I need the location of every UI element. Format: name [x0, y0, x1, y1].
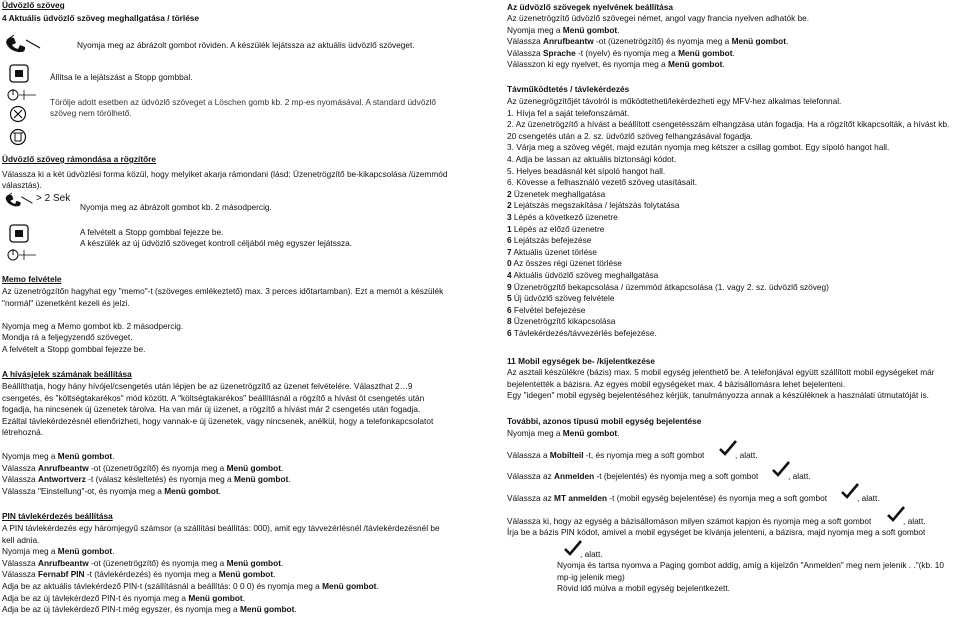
- remote-key-line: 9 Üzenetrögzítő bekapcsolása / üzemmód átkapcsolása (1. vagy 2. sz. üdvözlő szöveg): [507, 281, 829, 292]
- step-line: Nyomja meg a Menü gombot.: [2, 546, 115, 557]
- stop-button-icon: [8, 224, 34, 244]
- remote-text-line: 3. Várja meg a szöveg végét, majd ezután nyomja meg kétszer a csillag gombot. Egy sípoló hangot hall.: [507, 142, 890, 153]
- step-line: Válassza Anrufbeantw -ot (üzenetrögzítő) és nyomja meg a Menü gombot.: [2, 462, 284, 473]
- timer-label: > 2 Sek: [36, 193, 71, 204]
- stop-button-icon: [8, 64, 34, 84]
- remote-key-line: 8 Üzenetrögzítő kikapcsolása: [507, 316, 616, 327]
- remote-key-line: 0 Az összes régi üzenet törlése: [507, 258, 622, 269]
- phone-handset-icon: [4, 192, 34, 208]
- softkey-position-text: , alatt.: [580, 549, 603, 559]
- remote-text-block: [507, 96, 957, 339]
- remote-text-line: Az üzenegrögzítőjét távolról is működtetheti/lekérdezheti egy MFV-hez alkalmas telefonnal.: [507, 96, 842, 106]
- remote-key-line: 7 Aktuális üzenet törlése: [507, 246, 597, 257]
- step-enter-pin: Írja be a bázis PIN kódot, amivel a mobil egységet be kívánja jelenteni, a bázisra, majd nyomja meg a soft gombot: [507, 527, 926, 537]
- instruction-stop-playback: Állítsa le a lejátszást a Stopp gombbal.: [50, 72, 193, 82]
- softkey-position-text: , alatt.: [788, 471, 811, 481]
- softkey-position-text: , alatt.: [735, 450, 758, 460]
- memo-text-line: Nyomja meg a Memo gombot kb. 2 másodpercig.: [2, 320, 184, 331]
- pin-text-block: [2, 523, 472, 616]
- remote-key-line: 6 Lejátszás befejezése: [507, 235, 592, 246]
- step-line: Válassza Sprache -t (nyelv) és nyomja meg a Menü gombot.: [507, 47, 735, 58]
- remote-text-line: 5. Helyes beadásnál két sípoló hangot hall.: [507, 165, 666, 176]
- remote-key-line: 5 Új üdvözlő szöveg felvétele: [507, 293, 615, 304]
- power-symbol-icon: [6, 248, 38, 262]
- softkey-position-text: , alatt.: [903, 516, 926, 526]
- ring-count-text-block: [2, 381, 472, 439]
- step-line: Válassza Fernabf PIN -t (távlekérdezés) és nyomja meg a Menü gombot.: [2, 569, 276, 580]
- remote-key-line: 6 Felvétel befejezése: [507, 304, 586, 315]
- mobile-units-text-line: Az asztali készülékre (bázis) max. 5 mobil egység jelenthető be. A telefonjával együtt szállított mobil egységeket már: [507, 367, 935, 377]
- softkey-position-text: , alatt.: [857, 493, 880, 503]
- pin-text-line: A PIN távlekérdezés egy háromjegyű számsor (a szállítási beállítás: 000), amit egy távvezérlésnél /távlekérdezésnél be: [2, 523, 440, 533]
- ring-count-text-line: fogadja, ha nincsenek új üzenetek tárolva. Ha van már új üzenet, a rögzítő a hívást már 2 csengetés után fogadja.: [2, 404, 421, 415]
- ring-count-text-line: Beállíthatja, hogy hány hívójel/csengetés után lépjen be az üzenetrögzítő az üzenet felvételére. Választhat 2…9: [2, 381, 413, 391]
- power-symbol-icon: [6, 88, 38, 102]
- ring-count-text-line: csengetés, és "költségtakarékos" mód között. A "költségtakarékos" beállításnál a rögzítő a hívást öt csengetés után: [2, 392, 425, 403]
- instruction-delete-welcome: Törölje adott esetben az üdvözlő szöveget a Löschen gomb kb. 2 mp-es nyomásával. A standard üdvözlő: [50, 97, 437, 107]
- phone-handset-icon: [4, 34, 42, 54]
- section-subtitle-listen: 4 Aktuális üdvözlő szöveg meghallgatása / törlése: [2, 13, 200, 23]
- remote-key-line: 3 Lépés a következő üzenetre: [507, 211, 618, 222]
- language-text-line: Az üzenetrögzítő üdvözlő szövegei német, angol vagy francia nyelven adhatók be.: [507, 13, 810, 23]
- step-line: Adja be az aktuális távlekérdező PIN-t (szállításnál a beállítás: 0 0 0) és nyomja meg a Menü gombot.: [2, 580, 379, 591]
- step-line: Válassza Antwortverz -t (válasz késleltetés) és nyomja meg a Menü gombot.: [2, 474, 291, 485]
- remote-key-line: 6 Távlekérdezés/távvezérlés befejezése.: [507, 327, 657, 338]
- step-line: Válassza Anrufbeantw -ot (üzenetrögzítő) és nyomja meg a Menü gombot.: [507, 36, 789, 47]
- language-text-block: [507, 13, 957, 71]
- pin-text-line: kell adnia.: [2, 534, 40, 545]
- remote-key-line: 4 Aktuális üdvözlő szöveg meghallgatása: [507, 269, 659, 280]
- remote-key-line: 1 Lépés az előző üzenetre: [507, 223, 605, 234]
- step-select-anmelden: Válassza az Anmelden -t (bejelentés) és nyomja meg a soft gombot: [507, 471, 759, 481]
- section-title-memo: Memo felvétele: [2, 274, 62, 284]
- instruction-press-short: Nyomja meg az ábrázolt gombot röviden. A készülék lejátssza az aktuális üdvözlő szöveget.: [77, 40, 415, 50]
- step-line: Adja be az új távlekérdező PIN-t és nyomja meg a Menü gombot.: [2, 592, 246, 603]
- record-welcome-text-line: Válassza ki a két üdvözlési forma közül, hogy melyiket akarja rámondani (lásd: Üzenetrögzítő be-kikapcsolása /üzemmód: [2, 169, 448, 179]
- section-title-language: Az üdvözlő szövegek nyelvének beállítása: [507, 2, 674, 12]
- mobile-units-text-block: [507, 367, 957, 402]
- section-title-ring-count: A hívásjelek számának beállítása: [2, 369, 132, 379]
- section-title-register-unit: További, azonos típusú mobil egység bejelentése: [507, 416, 702, 426]
- memo-text-spacer: [2, 309, 472, 321]
- paging-text-line: Rövid idő múlva a mobil egység bejelentkezett.: [557, 583, 730, 594]
- remote-text-line: 1. Hívja fel a saját telefonszámát.: [507, 107, 630, 118]
- remote-text-line: 2. Az üzenetrögzítő a hívást a beállított csengetésszám elhangzása után fogadja. Ha a rögzítőt kikapcsolták, a hívást kb.: [507, 119, 950, 130]
- step-select-mobilteil: Válassza a Mobilteil -t, és nyomja meg a soft gombot: [507, 450, 705, 460]
- step-select-number: Válassza ki, hogy az egység a bázisállomáson milyen számot kapjon és nyomja meg a soft gombot: [507, 516, 872, 526]
- step-line: Adja be az új távlekérdező PIN-t még egyszer, és nyomja meg a Menü gombot.: [2, 604, 297, 615]
- mobile-units-text-line: bejelentették a bázisra. Az egyes mobil egységeket max. 4 bázisállomásra lehet bejelenteni.: [507, 378, 846, 389]
- instruction-press-2-sec: Nyomja meg az ábrázolt gombot kb. 2 másodpercig.: [80, 202, 272, 212]
- paging-text-block: [557, 560, 957, 595]
- instruction-standard-not-deletable: szöveg nem törölhető.: [50, 108, 132, 118]
- ring-count-steps: [2, 451, 472, 497]
- memo-text-line: "normál" üzenetként kezeli és jelzi.: [2, 297, 130, 308]
- instruction-replay: A készülék az új üdvözlő szöveget kontroll céljából még egyszer lejátssza.: [80, 238, 353, 248]
- section-title-welcome: Üdvözlő szöveg: [2, 0, 65, 10]
- step-line: Nyomja meg a Menü gombot.: [507, 428, 620, 438]
- section-title-remote: Távműködtetés / távlekérdezés: [507, 84, 630, 94]
- remote-text-line: 4. Adja be lassan az aktuális biztonsági kódot.: [507, 153, 677, 164]
- instruction-stop-recording: A felvételt a Stopp gombbal fejezze be.: [80, 227, 224, 237]
- step-select-mt-anmelden: Válassza az MT anmelden -t (mobil egység bejelentése) és nyomja meg a soft gombot: [507, 493, 828, 503]
- step-line: Válasszon ki egy nyelvet, és nyomja meg a Menü gombot.: [507, 59, 725, 70]
- section-title-mobile-units: 11 Mobil egységek be- /kijelentkezése: [507, 356, 656, 366]
- remote-key-line: 2 Lejátszás megszakítása / lejátszás folytatása: [507, 200, 680, 211]
- step-line: Nyomja meg a Menü gombot.: [2, 451, 115, 461]
- remote-key-line: 2 Üzenetek meghallgatása: [507, 188, 606, 199]
- mobile-units-text-line: Egy "idegen" mobil egység bejelentéséhez kérjük, tanulmányozza annak a készüléknek a használati útmutatóját is.: [507, 390, 929, 401]
- remote-text-line: 20 csengetés után a 2. sz. üdvözlő szöveg felhangzásával fogadja.: [507, 130, 753, 141]
- section-title-pin: PIN távlekérdezés beállítása: [2, 511, 113, 521]
- paging-text-line: mp-ig jelenik meg): [557, 571, 625, 582]
- memo-text-line: A felvételt a Stopp gombbal fejezze be.: [2, 343, 146, 354]
- memo-text-line: Az üzenetrögzítőn hagyhat egy "memo"-t (szöveges emlékeztető) max. 3 perces időtartamban). Ezt a memót a készülék: [2, 286, 444, 296]
- memo-text-line: Mondja rá a feljegyzendő szöveget.: [2, 332, 133, 343]
- record-welcome-text-line: választás).: [2, 180, 42, 190]
- step-line: Nyomja meg a Menü gombot.: [507, 24, 620, 35]
- delete-bin-icon: [9, 128, 27, 146]
- section-title-record-welcome: Üdvözlő szöveg rámondása a rögzítőre: [2, 154, 156, 164]
- ring-count-text-line: Ezáltal távlekérdezésnél ellenőrizheti, hogy vannak-e új üzenetek, vagy nincsenek, anélkül, hogy a telefonkapcsolatot: [2, 415, 434, 426]
- delete-button-icon: [9, 105, 27, 123]
- memo-text-block: [2, 286, 472, 356]
- step-line: Válassza Anrufbeantw -ot (üzenetrögzítő) és nyomja meg a Menü gombot.: [2, 557, 284, 568]
- step-line: Válassza "Einstellung"-ot, és nyomja meg a Menü gombot.: [2, 485, 221, 496]
- ring-count-text-line: létrehozná.: [2, 427, 44, 438]
- paging-text-line: Nyomja és tartsa nyomva a Paging gombot addig, amíg a kijelzőn "Anmelden" meg nem jelenik . ."(kb. 10: [557, 560, 945, 570]
- remote-text-line: 6. Kövesse a felhasználó vezető szöveg utasításait.: [507, 177, 698, 188]
